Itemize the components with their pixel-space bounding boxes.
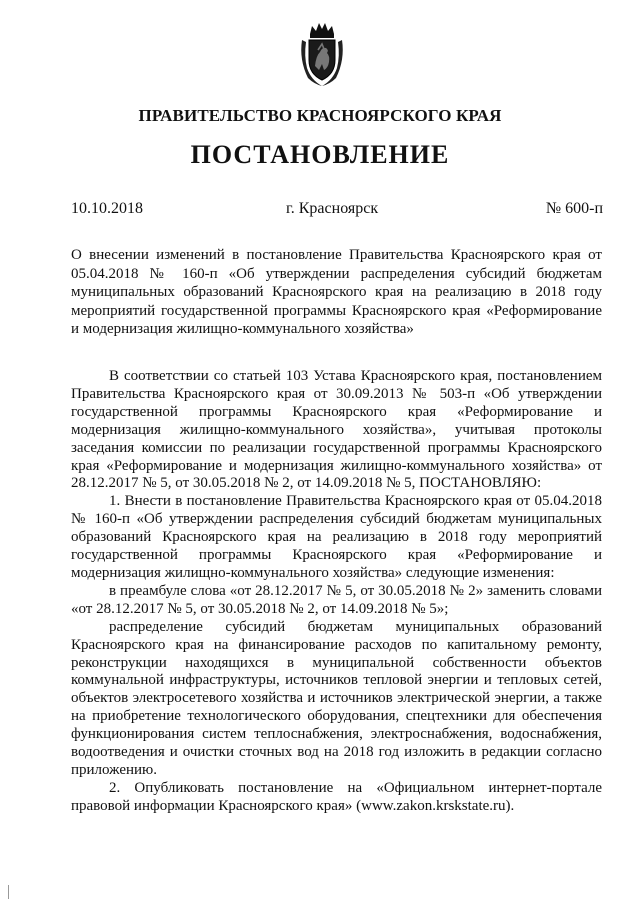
document-city: г. Красноярск	[286, 200, 379, 217]
document-number: № 600-п	[545, 200, 603, 217]
document-type-heading: ПОСТАНОВЛЕНИЕ	[190, 140, 450, 169]
document-date: 10.10.2018	[71, 200, 143, 217]
preamble-paragraph: В соответствии со статьей 103 Устава Красноярского края, постановлением Правительства Красноярского края от 30.09.2013 № 503-п «Об утверждении государственной программы Красноярского края «Реформирование и модернизация жилищно-коммунального хозяйства», учитывая протоколы заседания комиссии по реализации государственной программы Красноярского края «Реформирование и модернизация жилищно-коммунального хозяйства» от 28.12.2017 № 5, от 30.05.2018 № 2, от 14.09.2018 № 5, ПОСТАНОВЛЯЮ:	[71, 368, 602, 492]
scan-margin-mark	[8, 885, 9, 899]
item-1-change-b: распределение субсидий бюджетам муниципальных образований Красноярского края на финансирование расходов по капитальному ремонту, реконструкции находящихся в муниципальной собственности объектов коммунальной инфраструктуры, источников тепловой энергии и тепловых сетей, объектов электросетевого хозяйства и источников электрической энергии, а также на приобретение технологического оборудования, спецтехники для обеспечения функционирования систем теплоснабжения, электроснабжения, водоснабжения, водоотведения и очистки сточных вод на 2018 год изложить в редакции согласно приложению.	[71, 618, 602, 778]
item-1-change-a: в преамбуле слова «от 28.12.2017 № 5, от 30.05.2018 № 2» заменить словами «от 28.12.2017 № 5, от 30.05.2018 № 2, от 14.09.2018 № 5»;	[71, 582, 602, 617]
item-1-paragraph: 1. Внести в постановление Правительства Красноярского края от 05.04.2018 № 160-п «Об утверждении распределения субсидий бюджетам муниципальных образований Красноярского края на реализацию в 2018 году мероприятий государственной программы Красноярского края «Реформирование и модернизация жилищно-коммунального хозяйства» следующие изменения:	[71, 493, 602, 581]
document-body	[71, 368, 602, 816]
item-2-paragraph: 2. Опубликовать постановление на «Официальном интернет-портале правовой информации Красноярского края» (www.zakon.krskstate.ru).	[71, 779, 602, 814]
coat-of-arms-icon	[298, 20, 346, 88]
document-subject: О внесении изменений в постановление Правительства Красноярского края от 05.04.2018 № 160-п «Об утверждении распределения субсидий бюджетам муниципальных образований Красноярского края на реализацию в 2018 году мероприятий государственной программы Красноярского края «Реформирование и модернизация жилищно-коммунального хозяйства»	[71, 247, 602, 337]
government-title: ПРАВИТЕЛЬСТВО КРАСНОЯРСКОГО КРАЯ	[138, 106, 502, 125]
coat-of-arms-emblem	[298, 20, 346, 88]
